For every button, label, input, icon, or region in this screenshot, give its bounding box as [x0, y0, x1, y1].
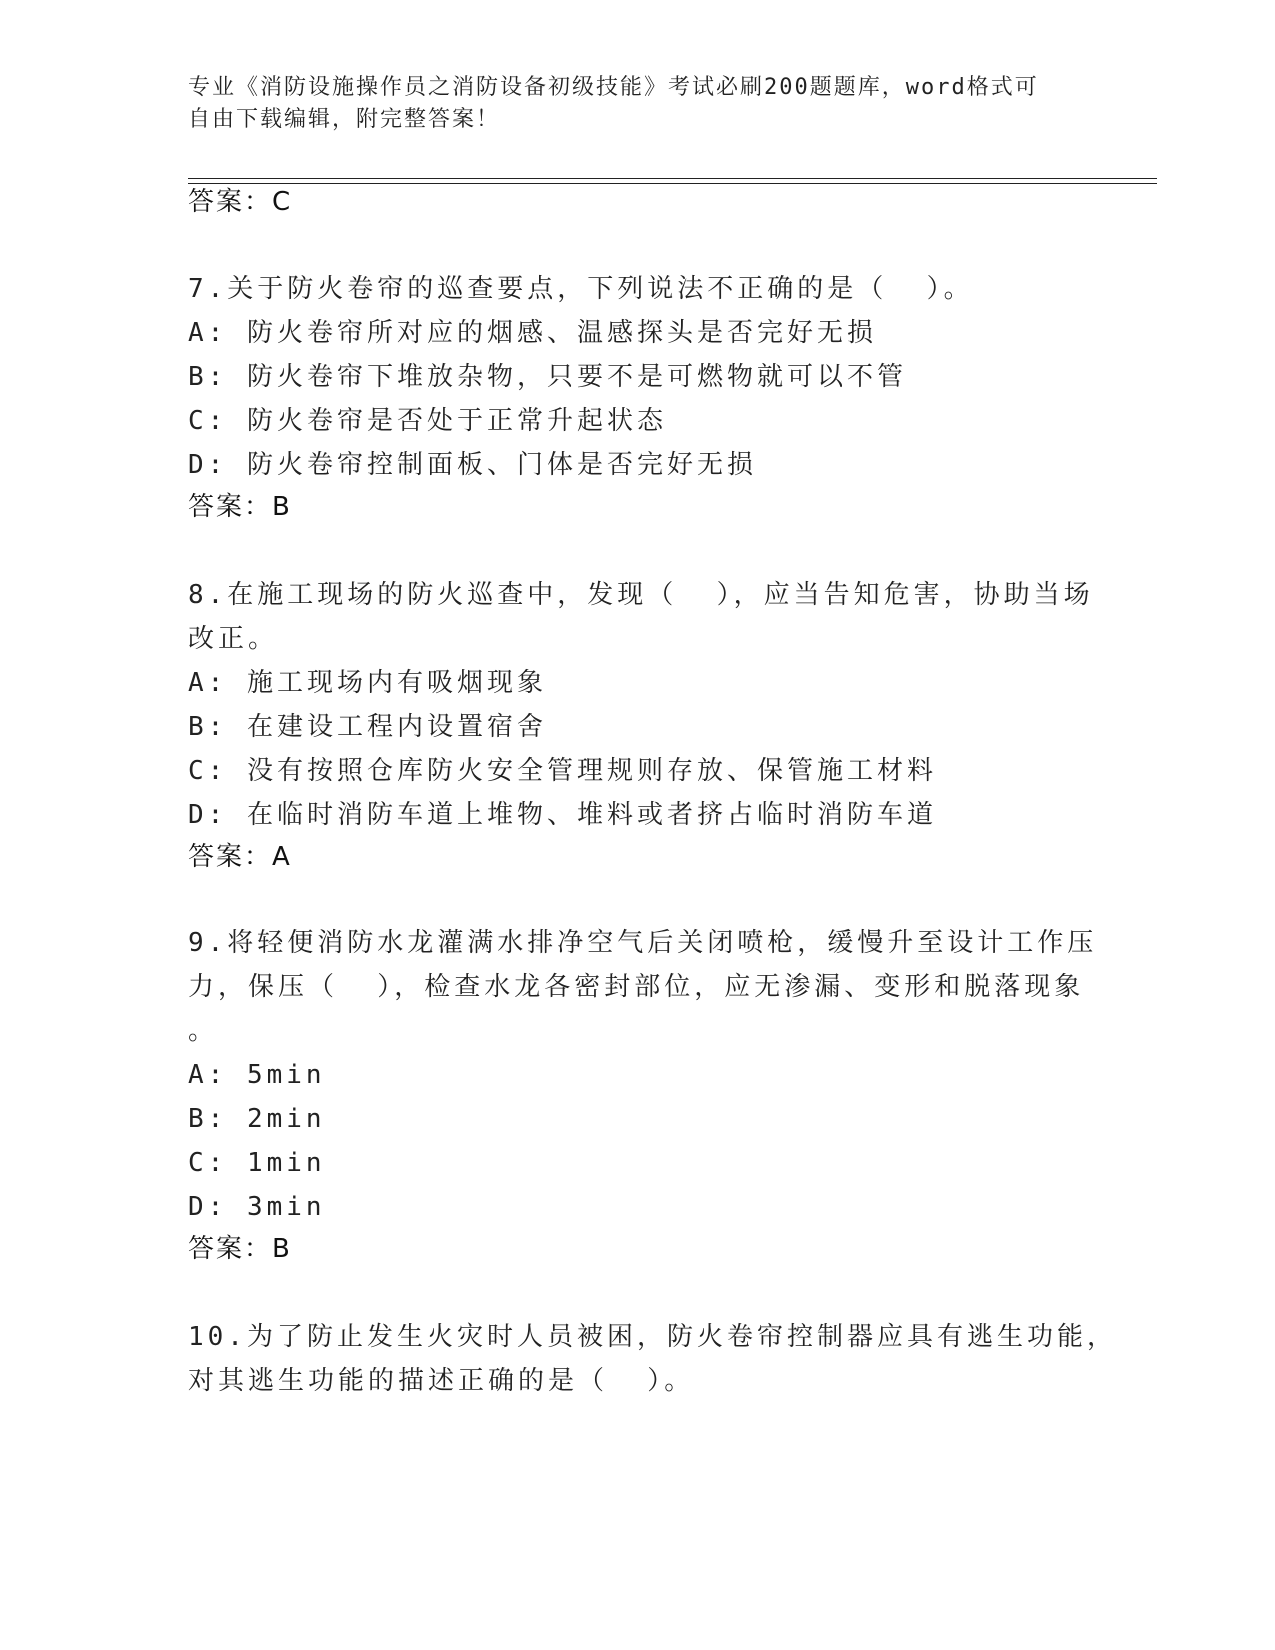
question-8-stem-line-1: 8.在施工现场的防火巡查中，发现（ ），应当告知危害，协助当场: [188, 580, 1094, 610]
header-line-1: 专业《消防设施操作员之消防设备初级技能》考试必刷200题题库，word格式可: [188, 75, 1039, 100]
question-10-stem-line-1: 10.为了防止发生火灾时人员被困，防火卷帘控制器应具有逃生功能，: [188, 1322, 1117, 1352]
question-8-answer: 答案：A: [188, 842, 292, 872]
header-divider-top: [188, 178, 1157, 179]
question-9-stem-line-1: 9.将轻便消防水龙灌满水排净空气后关闭喷枪，缓慢升至设计工作压: [188, 928, 1098, 958]
header-divider-bottom: [188, 183, 1157, 184]
question-9-option-b: B: 2min: [188, 1104, 326, 1134]
question-7-option-c: C: 防火卷帘是否处于正常升起状态: [188, 406, 667, 436]
question-9-option-c: C: 1min: [188, 1148, 326, 1178]
document-header: [188, 72, 1068, 136]
question-7-stem: 7.关于防火卷帘的巡查要点，下列说法不正确的是（ ）。: [188, 274, 974, 304]
question-8-stem-line-2: 改正。: [188, 624, 279, 654]
answer-previous: 答案：C: [188, 187, 293, 217]
question-7-option-a: A: 防火卷帘所对应的烟感、温感探头是否完好无损: [188, 318, 877, 348]
question-8-option-a: A: 施工现场内有吸烟现象: [188, 668, 547, 698]
question-7-answer: 答案：B: [188, 492, 292, 522]
question-9-answer: 答案：B: [188, 1234, 292, 1264]
question-7-option-d: D: 防火卷帘控制面板、门体是否完好无损: [188, 450, 757, 480]
question-9-option-a: A: 5min: [188, 1060, 326, 1090]
header-line-2: 自由下载编辑，附完整答案！: [188, 107, 501, 132]
question-8-option-b: B: 在建设工程内设置宿舍: [188, 712, 547, 742]
question-10-stem-line-2: 对其逃生功能的描述正确的是（ ）。: [188, 1366, 695, 1396]
question-8-option-d: D: 在临时消防车道上堆物、堆料或者挤占临时消防车道: [188, 800, 937, 830]
question-9-option-d: D: 3min: [188, 1192, 326, 1222]
question-9-stem-line-2: 力，保压（ ），检查水龙各密封部位，应无渗漏、变形和脱落现象: [188, 972, 1085, 1002]
question-7-option-b: B: 防火卷帘下堆放杂物，只要不是可燃物就可以不管: [188, 362, 907, 392]
question-9-stem-line-3: 。: [188, 1016, 219, 1046]
question-8-option-c: C: 没有按照仓库防火安全管理规则存放、保管施工材料: [188, 756, 937, 786]
